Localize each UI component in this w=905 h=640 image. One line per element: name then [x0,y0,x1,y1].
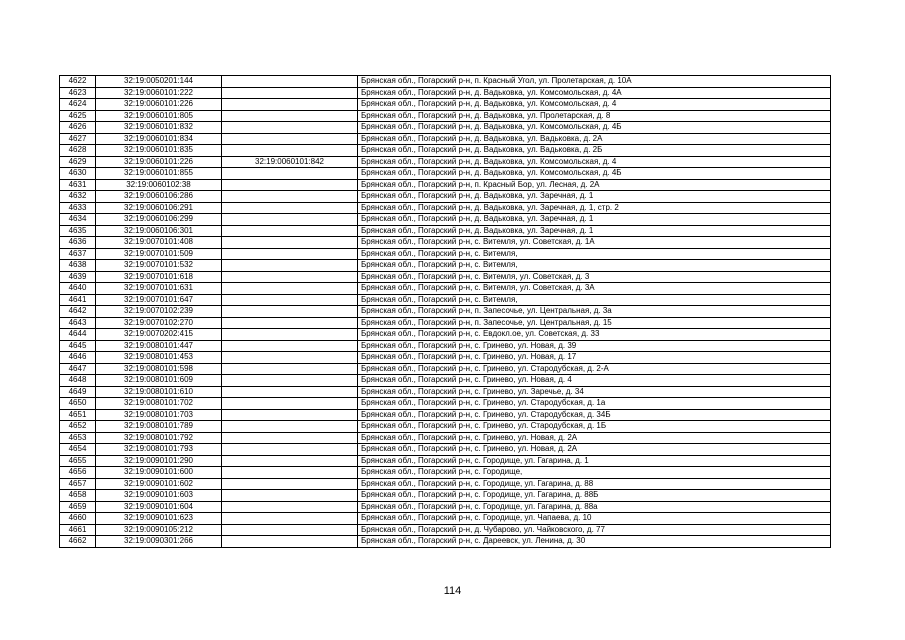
address-cell: Брянская обл., Погарский р-н, д. Вадьковка, ул. Вадьковка, д. 2Б [358,145,831,157]
cadastral-number-cell: 32:19:0090101:603 [96,490,222,502]
linked-cadastral-cell [222,237,358,249]
table-row [60,122,831,134]
linked-cadastral-cell [222,478,358,490]
linked-cadastral-cell [222,352,358,364]
linked-cadastral-cell [222,490,358,502]
table-row [60,536,831,548]
cadastral-number-cell: 32:19:0060101:834 [96,133,222,145]
row-number-cell: 4631 [60,179,96,191]
address-cell: Брянская обл., Погарский р-н, д. Вадьковка, ул. Заречная, д. 1 [358,214,831,226]
page-number: 114 [443,585,462,597]
table-row [60,524,831,536]
linked-cadastral-cell [222,501,358,513]
linked-cadastral-cell [222,271,358,283]
row-number-cell: 4642 [60,306,96,318]
address-cell: Брянская обл., Погарский р-н, д. Вадьковка, ул. Комсомольская, д. 4 [358,99,831,111]
cadastral-number-cell: 32:19:0060106:301 [96,225,222,237]
table-row [60,317,831,329]
cadastral-number-cell: 32:19:0070101:647 [96,294,222,306]
linked-cadastral-cell [222,432,358,444]
cadastral-number-cell: 32:19:0070101:408 [96,237,222,249]
row-number-cell: 4628 [60,145,96,157]
linked-cadastral-cell [222,283,358,295]
row-number-cell: 4627 [60,133,96,145]
table-row [60,306,831,318]
table-row [60,329,831,341]
table-row [60,225,831,237]
address-cell: Брянская обл., Погарский р-н, с. Витемля, ул. Советская, д. 3 [358,271,831,283]
linked-cadastral-cell [222,398,358,410]
cadastral-number-cell: 32:19:0070101:509 [96,248,222,260]
row-number-cell: 4638 [60,260,96,272]
table-row [60,248,831,260]
table-row [60,145,831,157]
linked-cadastral-cell [222,87,358,99]
address-cell: Брянская обл., Погарский р-н, с. Городище, [358,467,831,479]
table-row [60,202,831,214]
cadastral-number-cell: 32:19:0060101:222 [96,87,222,99]
address-cell: Брянская обл., Погарский р-н, с. Гринево, ул. Стародубская, д. 2-А [358,363,831,375]
linked-cadastral-cell [222,202,358,214]
registry-table-body [60,76,831,548]
table-row [60,191,831,203]
cadastral-number-cell: 32:19:0080101:793 [96,444,222,456]
address-cell: Брянская обл., Погарский р-н, д. Вадьковка, ул. Комсомольская, д. 4Б [358,168,831,180]
row-number-cell: 4645 [60,340,96,352]
cadastral-number-cell: 32:19:0080101:453 [96,352,222,364]
address-cell: Брянская обл., Погарский р-н, с. Городище, ул. Гагарина, д. 88а [358,501,831,513]
cadastral-number-cell: 32:19:0070101:631 [96,283,222,295]
row-number-cell: 4653 [60,432,96,444]
cadastral-number-cell: 32:19:0090101:602 [96,478,222,490]
table-row [60,294,831,306]
linked-cadastral-cell [222,122,358,134]
table-row [60,432,831,444]
address-cell: Брянская обл., Погарский р-н, д. Вадьковка, ул. Заречная, д. 1 [358,191,831,203]
table-row [60,260,831,272]
linked-cadastral-cell [222,110,358,122]
row-number-cell: 4629 [60,156,96,168]
cadastral-number-cell: 32:19:0090101:604 [96,501,222,513]
address-cell: Брянская обл., Погарский р-н, с. Гринево, ул. Стародубская, д. 1Б [358,421,831,433]
cadastral-number-cell: 32:19:0080101:792 [96,432,222,444]
cadastral-number-cell: 32:19:0090105:212 [96,524,222,536]
table-row [60,513,831,525]
cadastral-number-cell: 32:19:0060106:291 [96,202,222,214]
registry-table [59,75,831,548]
cadastral-number-cell: 32:19:0060106:286 [96,191,222,203]
row-number-cell: 4656 [60,467,96,479]
table-row [60,168,831,180]
cadastral-number-cell: 32:19:0070202:415 [96,329,222,341]
address-cell: Брянская обл., Погарский р-н, п. Красный Бор, ул. Лесная, д. 2А [358,179,831,191]
cadastral-number-cell: 32:19:0050201:144 [96,76,222,88]
table-row [60,386,831,398]
cadastral-number-cell: 32:19:0080101:702 [96,398,222,410]
cadastral-number-cell: 32:19:0060101:226 [96,99,222,111]
cadastral-number-cell: 32:19:0070101:618 [96,271,222,283]
row-number-cell: 4625 [60,110,96,122]
row-number-cell: 4660 [60,513,96,525]
table-row [60,501,831,513]
cadastral-number-cell: 32:19:0080101:447 [96,340,222,352]
linked-cadastral-cell [222,329,358,341]
cadastral-number-cell: 32:19:0080101:703 [96,409,222,421]
cadastral-number-cell: 32:19:0070101:532 [96,260,222,272]
address-cell: Брянская обл., Погарский р-н, д. Вадьковка, ул. Вадьковка, д. 2А [358,133,831,145]
row-number-cell: 4651 [60,409,96,421]
address-cell: Брянская обл., Погарский р-н, д. Чубарово, ул. Чайковского, д. 77 [358,524,831,536]
row-number-cell: 4652 [60,421,96,433]
cadastral-number-cell: 32:19:0090101:290 [96,455,222,467]
address-cell: Брянская обл., Погарский р-н, с. Витемля, [358,260,831,272]
cadastral-number-cell: 32:19:0060101:855 [96,168,222,180]
address-cell: Брянская обл., Погарский р-н, с. Витемля, ул. Советская, д. 1А [358,237,831,249]
row-number-cell: 4640 [60,283,96,295]
row-number-cell: 4636 [60,237,96,249]
address-cell: Брянская обл., Погарский р-н, с. Дареевск, ул. Ленина, д. 30 [358,536,831,548]
row-number-cell: 4659 [60,501,96,513]
linked-cadastral-cell [222,168,358,180]
address-cell: Брянская обл., Погарский р-н, с. Городище, ул. Гагарина, д. 88Б [358,490,831,502]
row-number-cell: 4632 [60,191,96,203]
table-row [60,99,831,111]
address-cell: Брянская обл., Погарский р-н, д. Вадьковка, ул. Комсомольская, д. 4А [358,87,831,99]
address-cell: Брянская обл., Погарский р-н, с. Гринево, ул. Новая, д. 4 [358,375,831,387]
table-row [60,283,831,295]
row-number-cell: 4644 [60,329,96,341]
address-cell: Брянская обл., Погарский р-н, п. Красный Угол, ул. Пролетарская, д. 10А [358,76,831,88]
address-cell: Брянская обл., Погарский р-н, п. Запесочье, ул. Центральная, д. 15 [358,317,831,329]
row-number-cell: 4646 [60,352,96,364]
row-number-cell: 4662 [60,536,96,548]
row-number-cell: 4658 [60,490,96,502]
linked-cadastral-cell [222,260,358,272]
linked-cadastral-cell [222,145,358,157]
row-number-cell: 4641 [60,294,96,306]
address-cell: Брянская обл., Погарский р-н, д. Вадьковка, ул. Комсомольская, д. 4Б [358,122,831,134]
linked-cadastral-cell [222,524,358,536]
table-row [60,110,831,122]
cadastral-number-cell: 32:19:0080101:610 [96,386,222,398]
row-number-cell: 4654 [60,444,96,456]
cadastral-number-cell: 32:19:0060101:835 [96,145,222,157]
table-row [60,87,831,99]
row-number-cell: 4649 [60,386,96,398]
address-cell: Брянская обл., Погарский р-н, с. Городище, ул. Чапаева, д. 10 [358,513,831,525]
row-number-cell: 4661 [60,524,96,536]
linked-cadastral-cell [222,536,358,548]
table-row [60,363,831,375]
row-number-cell: 4633 [60,202,96,214]
cadastral-number-cell: 32:19:0060101:226 [96,156,222,168]
cadastral-number-cell: 32:19:0060101:805 [96,110,222,122]
linked-cadastral-cell [222,294,358,306]
linked-cadastral-cell [222,375,358,387]
cadastral-number-cell: 32:19:0080101:609 [96,375,222,387]
table-row [60,490,831,502]
address-cell: Брянская обл., Погарский р-н, с. Гринево, ул. Заречье, д. 34 [358,386,831,398]
row-number-cell: 4647 [60,363,96,375]
cadastral-number-cell: 32:19:0070102:239 [96,306,222,318]
cadastral-number-cell: 32:19:0090101:623 [96,513,222,525]
row-number-cell: 4635 [60,225,96,237]
address-cell: Брянская обл., Погарский р-н, с. Городище, ул. Гагарина, д. 1 [358,455,831,467]
linked-cadastral-cell [222,363,358,375]
row-number-cell: 4624 [60,99,96,111]
linked-cadastral-cell [222,467,358,479]
linked-cadastral-cell [222,386,358,398]
table-row [60,409,831,421]
table-row [60,214,831,226]
address-cell: Брянская обл., Погарский р-н, д. Вадьковка, ул. Комсомольская, д. 4 [358,156,831,168]
row-number-cell: 4622 [60,76,96,88]
address-cell: Брянская обл., Погарский р-н, с. Витемля, [358,294,831,306]
cadastral-number-cell: 32:19:0090101:600 [96,467,222,479]
address-cell: Брянская обл., Погарский р-н, с. Витемля, [358,248,831,260]
row-number-cell: 4655 [60,455,96,467]
row-number-cell: 4639 [60,271,96,283]
linked-cadastral-cell [222,76,358,88]
linked-cadastral-cell: 32:19:0060101:842 [222,156,358,168]
address-cell: Брянская обл., Погарский р-н, с. Городище, ул. Гагарина, д. 88 [358,478,831,490]
linked-cadastral-cell [222,225,358,237]
address-cell: Брянская обл., Погарский р-н, д. Вадьковка, ул. Пролетарская, д. 8 [358,110,831,122]
address-cell: Брянская обл., Погарский р-н, д. Вадьковка, ул. Заречная, д. 1 [358,225,831,237]
table-row [60,237,831,249]
row-number-cell: 4626 [60,122,96,134]
linked-cadastral-cell [222,179,358,191]
linked-cadastral-cell [222,214,358,226]
row-number-cell: 4623 [60,87,96,99]
table-row [60,478,831,490]
linked-cadastral-cell [222,133,358,145]
table-row [60,271,831,283]
table-row [60,76,831,88]
cadastral-number-cell: 32:19:0060101:832 [96,122,222,134]
address-cell: Брянская обл., Погарский р-н, с. Витемля, ул. Советская, д. 3А [358,283,831,295]
linked-cadastral-cell [222,248,358,260]
table-row [60,352,831,364]
address-cell: Брянская обл., Погарский р-н, с. Гринево, ул. Новая, д. 17 [358,352,831,364]
linked-cadastral-cell [222,409,358,421]
cadastral-number-cell: 32:19:0060106:299 [96,214,222,226]
linked-cadastral-cell [222,306,358,318]
row-number-cell: 4648 [60,375,96,387]
address-cell: Брянская обл., Погарский р-н, с. Гринево, ул. Стародубская, д. 1а [358,398,831,410]
address-cell: Брянская обл., Погарский р-н, с. Гринево, ул. Новая, д. 2А [358,432,831,444]
row-number-cell: 4634 [60,214,96,226]
address-cell: Брянская обл., Погарский р-н, с. Гринево, ул. Новая, д. 39 [358,340,831,352]
address-cell: Брянская обл., Погарский р-н, с. Гринево, ул. Стародубская, д. 34Б [358,409,831,421]
address-cell: Брянская обл., Погарский р-н, с. Гринево, ул. Новая, д. 2А [358,444,831,456]
table-row [60,455,831,467]
table-row [60,444,831,456]
row-number-cell: 4630 [60,168,96,180]
cadastral-number-cell: 32:19:0090301:266 [96,536,222,548]
row-number-cell: 4643 [60,317,96,329]
linked-cadastral-cell [222,455,358,467]
cadastral-number-cell: 32:19:0080101:789 [96,421,222,433]
linked-cadastral-cell [222,99,358,111]
linked-cadastral-cell [222,317,358,329]
table-row [60,156,831,168]
linked-cadastral-cell [222,340,358,352]
table-row [60,340,831,352]
linked-cadastral-cell [222,513,358,525]
linked-cadastral-cell [222,191,358,203]
address-cell: Брянская обл., Погарский р-н, с. Евдокл.ое, ул. Советская, д. 33 [358,329,831,341]
cadastral-number-cell: 32:19:0080101:598 [96,363,222,375]
row-number-cell: 4650 [60,398,96,410]
table-row [60,398,831,410]
table-row [60,467,831,479]
address-cell: Брянская обл., Погарский р-н, д. Вадьковка, ул. Заречная, д. 1, стр. 2 [358,202,831,214]
table-row [60,179,831,191]
address-cell: Брянская обл., Погарский р-н, п. Запесочье, ул. Центральная, д. 3а [358,306,831,318]
table-row [60,133,831,145]
cadastral-number-cell: 32:19:0060102:38 [96,179,222,191]
table-row [60,421,831,433]
cadastral-number-cell: 32:19:0070102:270 [96,317,222,329]
row-number-cell: 4637 [60,248,96,260]
table-row [60,375,831,387]
linked-cadastral-cell [222,444,358,456]
row-number-cell: 4657 [60,478,96,490]
linked-cadastral-cell [222,421,358,433]
